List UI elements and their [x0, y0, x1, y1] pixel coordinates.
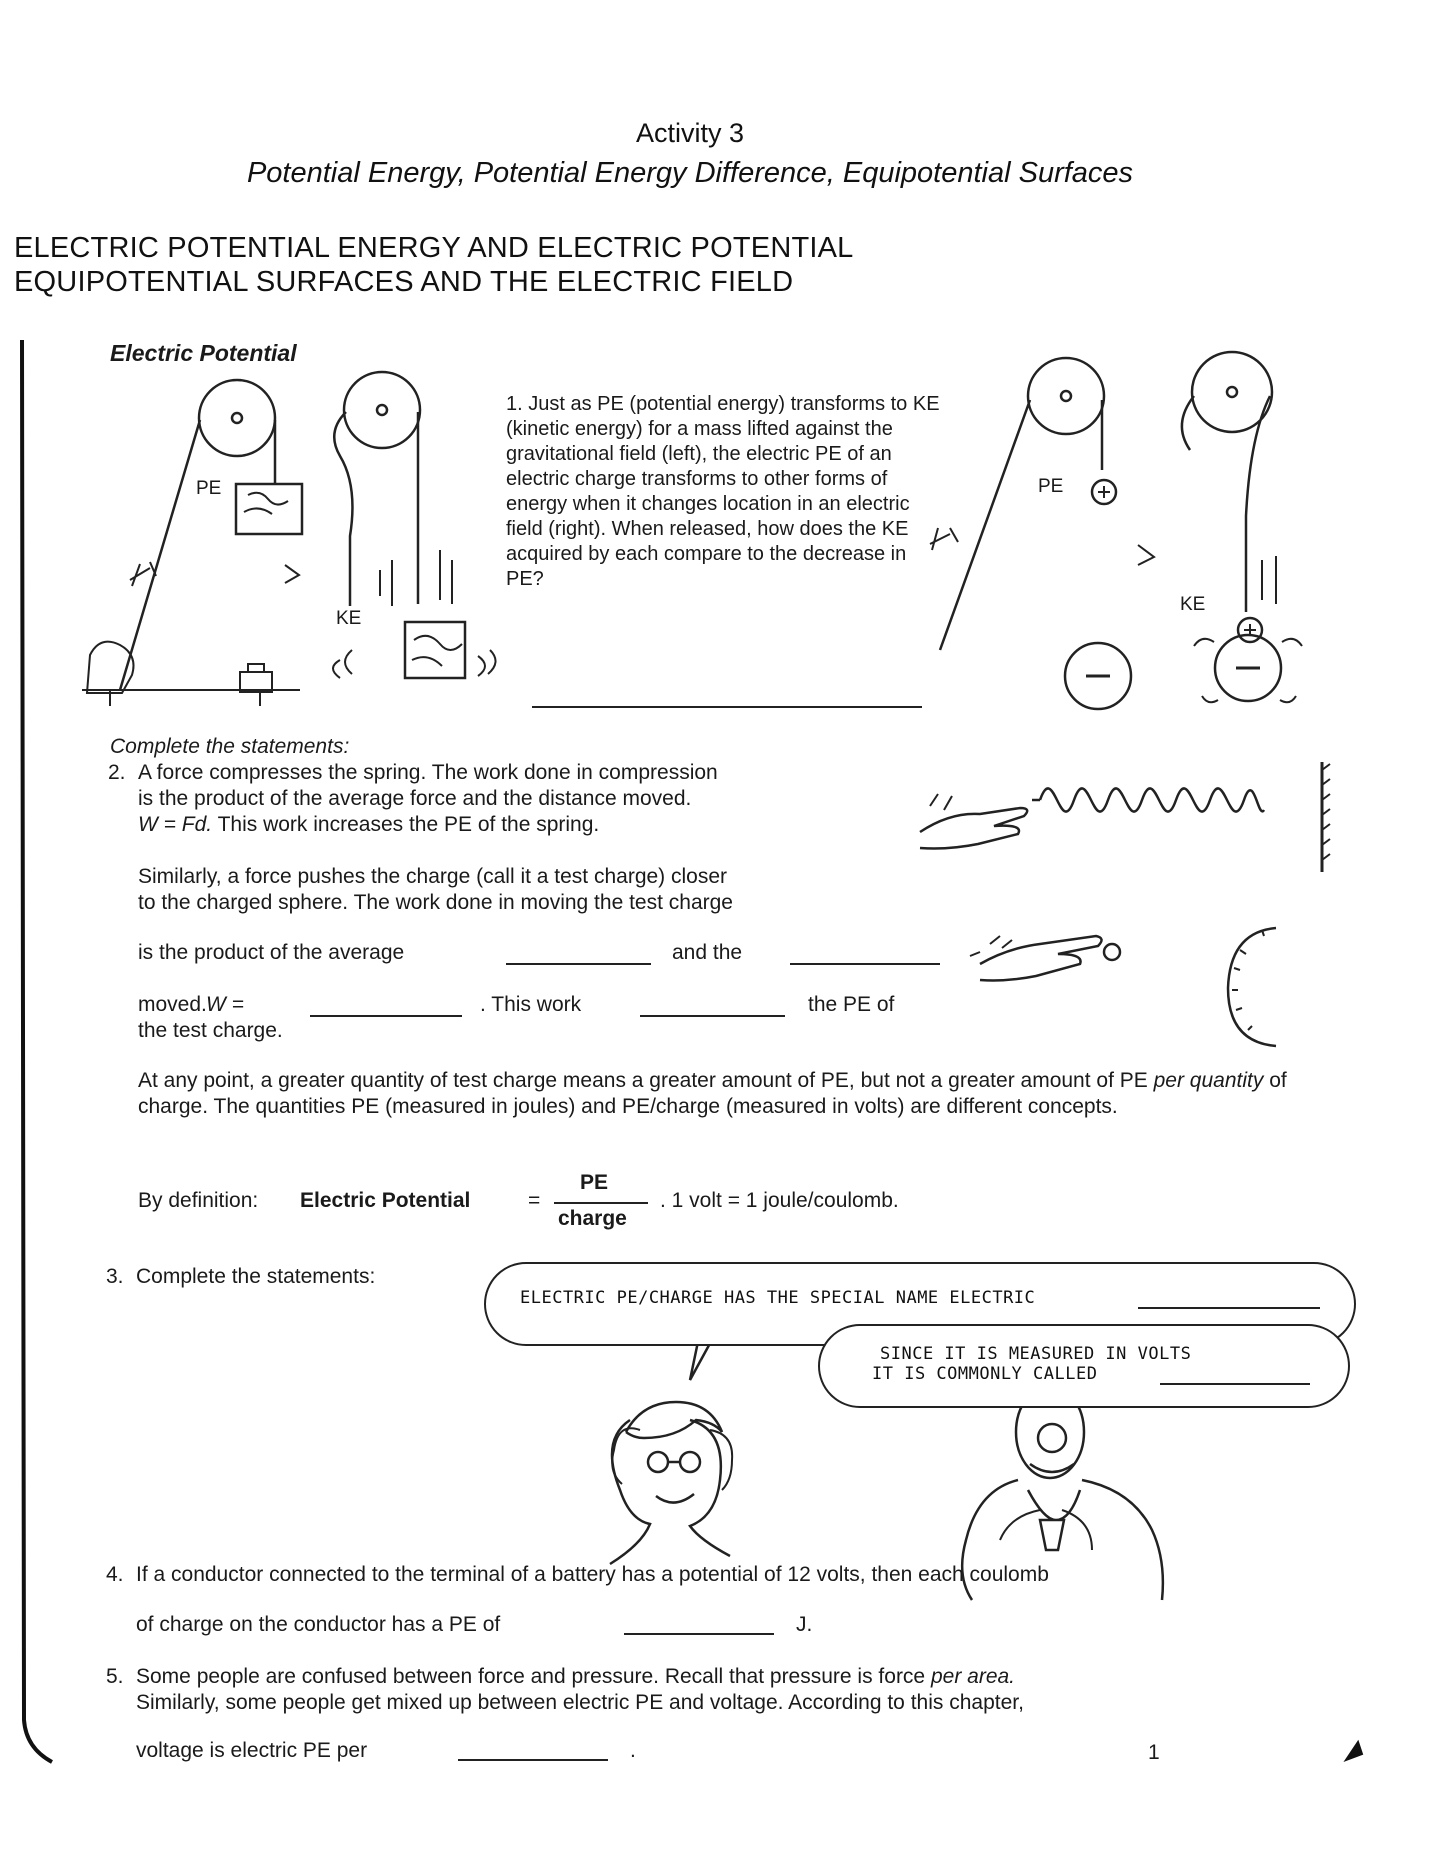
gravity-pulley-ke-figure [333, 372, 496, 678]
q2-line7-a: moved. [138, 993, 207, 1016]
q5-line1 [136, 1664, 1015, 1689]
bubble1-text: ELECTRIC PE/CHARGE HAS THE SPECIAL NAME ELECTRIC [520, 1288, 1036, 1308]
q2-blank-increases[interactable] [640, 1014, 785, 1017]
ke-label-left: KE [336, 608, 362, 629]
definition-numerator: PE [580, 1171, 609, 1194]
definition-equals: = [528, 1189, 541, 1212]
q5-line3: voltage is electric PE per [136, 1739, 368, 1762]
q5-period: . [630, 1739, 636, 1762]
q5-blank-charge[interactable] [458, 1758, 608, 1761]
bubble2-line1: SINCE IT IS MEASURED IN VOLTS [880, 1344, 1192, 1364]
q2-line2: is the product of the average force and the distance moved. [138, 787, 692, 810]
test-charge-figure [970, 928, 1276, 1046]
electric-pulley-ke-figure [1182, 352, 1302, 702]
paragraph-part1: At any point, a greater quantity of test charge means a greater amount of PE, but not a greater amount of PE [138, 1069, 1148, 1092]
q2-blank-work[interactable] [310, 1014, 462, 1017]
q2-line3 [138, 812, 599, 837]
section-heading-1: ELECTRIC POTENTIAL ENERGY AND ELECTRIC POTENTIAL [14, 232, 854, 264]
ke-label-right: KE [1180, 594, 1206, 615]
q1-number: 1. [506, 393, 523, 415]
activity-title: Activity 3 [635, 118, 745, 148]
definition-prefix: By definition: [138, 1189, 259, 1212]
activity-subtitle: Potential Energy, Potential Energy Difference, Equipotential Surfaces [246, 157, 1134, 189]
frame-corner-right [1346, 1742, 1362, 1760]
bubble2-line2: IT IS COMMONLY CALLED [872, 1364, 1098, 1384]
electric-pulley-pe-figure [930, 358, 1154, 709]
worksheet-frame-bracket [22, 340, 52, 1762]
paragraph-italic: per quantity [1153, 1069, 1264, 1092]
pe-per-charge-paragraph [138, 1068, 1288, 1121]
q3-blank-voltage[interactable] [1160, 1382, 1310, 1385]
q2-line7-b: . This work [480, 993, 582, 1016]
q3-blank-potential[interactable] [1138, 1306, 1320, 1309]
definition-term: Electric Potential [300, 1189, 471, 1212]
spring-figure [920, 762, 1330, 872]
section-heading-2: EQUIPOTENTIAL SURFACES AND THE ELECTRIC FIELD [14, 266, 794, 298]
q2-line3-rest: This work increases the PE of the spring. [217, 813, 600, 836]
paragraph-part2: of charge. The quantities PE (measured in joules) and PE/charge (measured in volts) are different concepts. [138, 1069, 1287, 1119]
q4-line2-b: J. [796, 1613, 813, 1636]
q2-blank-average[interactable] [506, 962, 651, 965]
q2-line4: Similarly, a force pushes the charge (call it a test charge) closer [138, 865, 728, 888]
q4-blank-pe[interactable] [624, 1632, 774, 1635]
complete-statements-label: Complete the statements: [110, 735, 350, 758]
q2-line7-w: W = [206, 993, 244, 1016]
pe-label-left: PE [196, 478, 222, 499]
definition-denominator: charge [558, 1207, 627, 1230]
q5-line2: Similarly, some people get mixed up between electric PE and voltage. According to this chapter, [136, 1691, 1024, 1714]
q2-line7-c: the PE of [808, 993, 895, 1016]
pe-label-right: PE [1038, 476, 1064, 497]
gravity-pulley-pe-figure [82, 380, 302, 706]
q4-line2-a: of charge on the conductor has a PE of [136, 1613, 501, 1636]
question-1 [506, 392, 946, 592]
q1-text: Just as PE (potential energy) transforms to KE (kinetic energy) for a mass lifted against the gravitational field (left), the electric PE of an electric charge transforms to other forms of energy when it changes location in an electric field (right). When released, how does the KE acquired by each compare to the decrease in PE? [506, 393, 940, 590]
q2-line5: to the charged sphere. The work done in moving the test charge [138, 891, 733, 914]
q5-line1-text: Some people are confused between force and pressure. Recall that pressure is force [136, 1665, 926, 1688]
q4-number: 4. [106, 1563, 124, 1586]
definition-suffix: . 1 volt = 1 joule/coulomb. [660, 1189, 899, 1212]
q2-blank-distance[interactable] [790, 962, 940, 965]
q2-formula: W = Fd. [138, 813, 213, 836]
q3-number: 3. [106, 1265, 124, 1288]
q3-text: Complete the statements: [136, 1265, 376, 1288]
q2-line6-b: and the [672, 941, 743, 964]
q5-line1-italic: per area. [930, 1665, 1016, 1688]
q2-line1: A force compresses the spring. The work done in compression [138, 761, 718, 784]
q2-line6-a: is the product of the average [138, 941, 405, 964]
page-number: 1 [1148, 1741, 1160, 1764]
q4-line1: If a conductor connected to the terminal of a battery has a potential of 12 volts, then each coulomb [136, 1563, 1049, 1586]
section-title-electric-potential: Electric Potential [110, 340, 297, 366]
q5-number: 5. [106, 1665, 124, 1688]
q2-line8: the test charge. [138, 1019, 283, 1042]
cartoon-woman [610, 1332, 732, 1564]
q2-number: 2. [108, 761, 126, 784]
